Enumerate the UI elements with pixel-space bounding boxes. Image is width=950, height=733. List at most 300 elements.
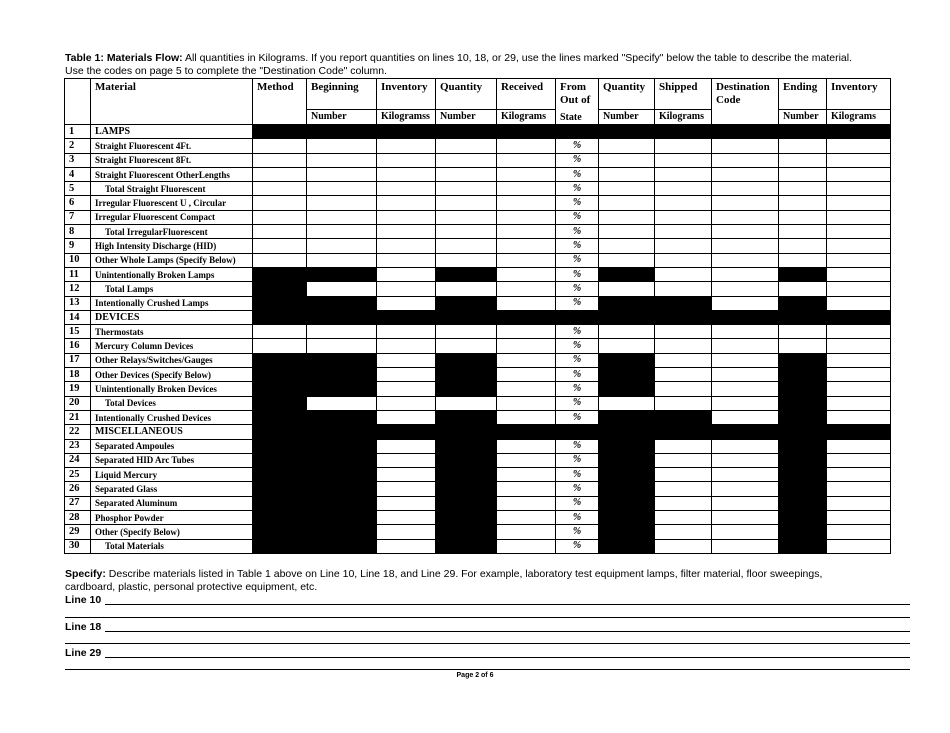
entry-cell[interactable] xyxy=(779,325,827,339)
entry-cell[interactable] xyxy=(599,225,655,239)
entry-cell[interactable] xyxy=(377,339,436,353)
entry-cell[interactable] xyxy=(497,368,556,382)
entry-cell[interactable] xyxy=(827,539,891,553)
shaded-cell xyxy=(599,482,655,496)
entry-cell[interactable] xyxy=(497,325,556,339)
entry-cell[interactable] xyxy=(712,353,779,367)
entry-cell[interactable] xyxy=(655,139,712,153)
state-percent-cell[interactable]: % xyxy=(556,539,599,553)
entry-cell[interactable] xyxy=(712,153,779,167)
entry-cell[interactable] xyxy=(779,253,827,267)
entry-cell[interactable] xyxy=(712,225,779,239)
state-percent-cell[interactable]: % xyxy=(556,496,599,510)
entry-cell[interactable] xyxy=(436,196,497,210)
entry-cell[interactable] xyxy=(827,153,891,167)
entry-cell[interactable] xyxy=(307,253,377,267)
state-percent-cell[interactable]: % xyxy=(556,439,599,453)
entry-cell[interactable] xyxy=(497,525,556,539)
entry-cell[interactable] xyxy=(712,396,779,410)
entry-cell[interactable] xyxy=(779,139,827,153)
table-row xyxy=(65,325,891,339)
table-row xyxy=(65,539,891,553)
state-percent-cell[interactable]: % xyxy=(556,368,599,382)
entry-cell[interactable] xyxy=(712,239,779,253)
shaded-cell xyxy=(599,525,655,539)
table-row xyxy=(65,282,891,296)
entry-cell[interactable] xyxy=(253,253,307,267)
shaded-cell xyxy=(253,453,307,467)
entry-cell[interactable] xyxy=(655,182,712,196)
entry-cell[interactable] xyxy=(377,282,436,296)
entry-cell[interactable] xyxy=(377,439,436,453)
entry-cell[interactable] xyxy=(377,482,436,496)
entry-cell[interactable] xyxy=(599,210,655,224)
entry-cell[interactable] xyxy=(497,468,556,482)
entry-cell[interactable] xyxy=(497,210,556,224)
entry-cell[interactable] xyxy=(497,139,556,153)
entry-cell[interactable] xyxy=(655,453,712,467)
subheader-method xyxy=(253,110,307,125)
entry-cell[interactable] xyxy=(497,167,556,181)
state-percent-cell[interactable]: % xyxy=(556,282,599,296)
shaded-cell xyxy=(307,539,377,553)
state-percent-cell[interactable]: % xyxy=(556,382,599,396)
entry-cell[interactable] xyxy=(377,225,436,239)
entry-cell[interactable] xyxy=(712,182,779,196)
entry-cell[interactable] xyxy=(307,239,377,253)
entry-cell[interactable] xyxy=(599,196,655,210)
entry-cell[interactable] xyxy=(655,339,712,353)
entry-cell[interactable] xyxy=(307,139,377,153)
entry-cell[interactable] xyxy=(307,210,377,224)
shaded-cell xyxy=(779,482,827,496)
subheader-beginning-number: Number xyxy=(307,110,377,125)
entry-cell[interactable] xyxy=(655,167,712,181)
row-number: 24 xyxy=(65,453,91,467)
entry-cell[interactable] xyxy=(779,339,827,353)
entry-cell[interactable] xyxy=(599,396,655,410)
line-10-continuation-rule xyxy=(65,617,910,618)
entry-cell[interactable] xyxy=(655,511,712,525)
entry-cell[interactable] xyxy=(655,353,712,367)
entry-cell[interactable] xyxy=(497,296,556,310)
entry-cell[interactable] xyxy=(827,210,891,224)
entry-cell[interactable] xyxy=(712,453,779,467)
entry-cell[interactable] xyxy=(779,196,827,210)
entry-cell[interactable] xyxy=(377,239,436,253)
entry-cell[interactable] xyxy=(307,196,377,210)
entry-cell[interactable] xyxy=(712,196,779,210)
entry-cell[interactable] xyxy=(827,439,891,453)
entry-cell[interactable] xyxy=(436,282,497,296)
entry-cell[interactable] xyxy=(599,253,655,267)
entry-cell[interactable] xyxy=(712,368,779,382)
header-beginning: Beginning xyxy=(307,79,377,110)
entry-cell[interactable] xyxy=(253,239,307,253)
entry-cell[interactable] xyxy=(377,410,436,424)
entry-cell[interactable] xyxy=(655,253,712,267)
entry-cell[interactable] xyxy=(436,225,497,239)
entry-cell[interactable] xyxy=(497,439,556,453)
shaded-cell xyxy=(599,353,655,367)
shaded-cell xyxy=(779,539,827,553)
state-percent-cell[interactable]: % xyxy=(556,525,599,539)
entry-cell[interactable] xyxy=(655,196,712,210)
header-shipped: Shipped xyxy=(655,79,712,110)
entry-cell[interactable] xyxy=(779,225,827,239)
entry-cell[interactable] xyxy=(497,382,556,396)
state-percent-cell[interactable]: % xyxy=(556,396,599,410)
entry-cell[interactable] xyxy=(655,325,712,339)
entry-cell[interactable] xyxy=(497,239,556,253)
entry-cell[interactable] xyxy=(377,525,436,539)
subheader-ending-kilograms: Kilograms xyxy=(827,110,891,125)
subheader-received-number: Number xyxy=(436,110,497,125)
entry-cell[interactable] xyxy=(827,396,891,410)
entry-cell[interactable] xyxy=(497,282,556,296)
material-label: Phosphor Powder xyxy=(91,511,253,525)
entry-cell[interactable] xyxy=(827,167,891,181)
row-number: 30 xyxy=(65,539,91,553)
entry-cell[interactable] xyxy=(712,253,779,267)
caption-title: Table 1: Materials Flow: xyxy=(65,52,183,64)
entry-cell[interactable] xyxy=(497,539,556,553)
entry-cell[interactable] xyxy=(599,167,655,181)
specify-line-18[interactable] xyxy=(65,619,910,633)
entry-cell[interactable] xyxy=(377,139,436,153)
entry-cell[interactable] xyxy=(253,153,307,167)
entry-cell[interactable] xyxy=(436,396,497,410)
entry-cell[interactable] xyxy=(436,139,497,153)
entry-cell[interactable] xyxy=(712,410,779,424)
entry-cell[interactable] xyxy=(599,282,655,296)
entry-cell[interactable] xyxy=(779,167,827,181)
entry-cell[interactable] xyxy=(655,482,712,496)
entry-cell[interactable] xyxy=(497,182,556,196)
entry-cell[interactable] xyxy=(377,353,436,367)
entry-cell[interactable] xyxy=(436,153,497,167)
material-label: Other Devices (Specify Below) xyxy=(91,368,253,382)
entry-cell[interactable] xyxy=(436,210,497,224)
state-percent-cell[interactable]: % xyxy=(556,468,599,482)
entry-cell[interactable] xyxy=(307,396,377,410)
entry-cell[interactable] xyxy=(377,468,436,482)
entry-cell[interactable] xyxy=(436,167,497,181)
state-percent-cell[interactable]: % xyxy=(556,139,599,153)
entry-cell[interactable] xyxy=(712,439,779,453)
table-row xyxy=(65,525,891,539)
entry-cell[interactable] xyxy=(377,182,436,196)
shaded-cell xyxy=(253,368,307,382)
entry-cell[interactable] xyxy=(827,325,891,339)
entry-cell[interactable] xyxy=(253,182,307,196)
material-label: Unintentionally Broken Lamps xyxy=(91,267,253,281)
entry-cell[interactable] xyxy=(712,296,779,310)
entry-cell[interactable] xyxy=(497,196,556,210)
entry-cell[interactable] xyxy=(307,339,377,353)
entry-cell[interactable] xyxy=(436,182,497,196)
section-heading: MISCELLANEOUS xyxy=(91,425,253,439)
entry-cell[interactable] xyxy=(655,468,712,482)
entry-cell[interactable] xyxy=(655,439,712,453)
state-percent-cell[interactable]: % xyxy=(556,196,599,210)
entry-cell[interactable] xyxy=(712,539,779,553)
entry-cell[interactable] xyxy=(253,196,307,210)
entry-cell[interactable] xyxy=(655,396,712,410)
entry-cell[interactable] xyxy=(497,353,556,367)
state-percent-cell[interactable]: % xyxy=(556,325,599,339)
shaded-cell xyxy=(779,296,827,310)
entry-cell[interactable] xyxy=(827,368,891,382)
entry-cell[interactable] xyxy=(307,167,377,181)
entry-cell[interactable] xyxy=(655,368,712,382)
shaded-cell xyxy=(599,296,655,310)
entry-cell[interactable] xyxy=(779,282,827,296)
entry-cell[interactable] xyxy=(655,153,712,167)
material-label: Straight Fluorescent 4Ft. xyxy=(91,139,253,153)
line-29-field[interactable] xyxy=(105,657,910,658)
entry-cell[interactable] xyxy=(827,353,891,367)
entry-cell[interactable] xyxy=(712,496,779,510)
header-ending-inventory: Inventory xyxy=(827,79,891,110)
row-number: 9 xyxy=(65,239,91,253)
entry-cell[interactable] xyxy=(827,282,891,296)
table-row xyxy=(65,511,891,525)
header-row xyxy=(65,79,891,110)
shaded-cell xyxy=(599,382,655,396)
entry-cell[interactable] xyxy=(497,267,556,281)
shaded-cell xyxy=(779,468,827,482)
entry-cell[interactable] xyxy=(655,210,712,224)
entry-cell[interactable] xyxy=(712,325,779,339)
entry-cell[interactable] xyxy=(377,253,436,267)
entry-cell[interactable] xyxy=(377,153,436,167)
material-label: High Intensity Discharge (HID) xyxy=(91,239,253,253)
entry-cell[interactable] xyxy=(253,339,307,353)
entry-cell[interactable] xyxy=(377,196,436,210)
shaded-cell xyxy=(599,368,655,382)
entry-cell[interactable] xyxy=(712,139,779,153)
entry-cell[interactable] xyxy=(253,325,307,339)
shaded-cell xyxy=(253,439,307,453)
entry-cell[interactable] xyxy=(307,225,377,239)
state-percent-cell[interactable]: % xyxy=(556,225,599,239)
state-percent-cell[interactable]: % xyxy=(556,353,599,367)
entry-cell[interactable] xyxy=(436,325,497,339)
state-percent-cell[interactable]: % xyxy=(556,153,599,167)
entry-cell[interactable] xyxy=(712,210,779,224)
entry-cell[interactable] xyxy=(712,511,779,525)
entry-cell[interactable] xyxy=(655,267,712,281)
subheader-state: State xyxy=(556,110,599,125)
line-18-label: Line 18 xyxy=(65,621,102,633)
shaded-cell xyxy=(253,267,307,281)
entry-cell[interactable] xyxy=(827,453,891,467)
material-label: Separated Ampoules xyxy=(91,439,253,453)
specify-line-10[interactable] xyxy=(65,592,910,606)
entry-cell[interactable] xyxy=(655,225,712,239)
table-row xyxy=(65,468,891,482)
entry-cell[interactable] xyxy=(779,210,827,224)
state-percent-cell[interactable]: % xyxy=(556,339,599,353)
entry-cell[interactable] xyxy=(827,182,891,196)
entry-cell[interactable] xyxy=(827,253,891,267)
entry-cell[interactable] xyxy=(497,339,556,353)
entry-cell[interactable] xyxy=(827,482,891,496)
entry-cell[interactable] xyxy=(827,239,891,253)
row-number: 6 xyxy=(65,196,91,210)
row-number: 18 xyxy=(65,368,91,382)
entry-cell[interactable] xyxy=(779,239,827,253)
row-number: 27 xyxy=(65,496,91,510)
entry-cell[interactable] xyxy=(497,482,556,496)
state-percent-cell[interactable]: % xyxy=(556,167,599,181)
entry-cell[interactable] xyxy=(497,453,556,467)
entry-cell[interactable] xyxy=(655,382,712,396)
entry-cell[interactable] xyxy=(377,511,436,525)
line-18-field[interactable] xyxy=(105,631,910,632)
header-quantity-shipped: Quantity xyxy=(599,79,655,110)
entry-cell[interactable] xyxy=(655,239,712,253)
material-label: Separated Aluminum xyxy=(91,496,253,510)
entry-cell[interactable] xyxy=(497,396,556,410)
shaded-cell xyxy=(599,496,655,510)
state-percent-cell[interactable]: % xyxy=(556,253,599,267)
state-percent-cell[interactable]: % xyxy=(556,410,599,424)
entry-cell[interactable] xyxy=(712,339,779,353)
entry-cell[interactable] xyxy=(827,511,891,525)
subheader-blank xyxy=(65,110,91,125)
entry-cell[interactable] xyxy=(377,453,436,467)
entry-cell[interactable] xyxy=(827,267,891,281)
line-10-field[interactable] xyxy=(105,604,910,605)
entry-cell[interactable] xyxy=(655,496,712,510)
entry-cell[interactable] xyxy=(712,482,779,496)
row-number: 4 xyxy=(65,167,91,181)
state-percent-cell[interactable]: % xyxy=(556,182,599,196)
table-row xyxy=(65,382,891,396)
shaded-cell xyxy=(307,496,377,510)
entry-cell[interactable] xyxy=(377,267,436,281)
entry-cell[interactable] xyxy=(655,282,712,296)
shaded-cell xyxy=(307,353,377,367)
entry-cell[interactable] xyxy=(253,210,307,224)
entry-cell[interactable] xyxy=(377,382,436,396)
entry-cell[interactable] xyxy=(497,410,556,424)
entry-cell[interactable] xyxy=(827,225,891,239)
specify-text: Describe materials listed in Table 1 above on Line 10, Line 18, and Line 29. For example, laboratory test equipment lamps, filter material, floor sweepings, cardboard, plastic, personal protective equipment, etc. xyxy=(65,568,823,593)
material-label: Straight Fluorescent 8Ft. xyxy=(91,153,253,167)
entry-cell[interactable] xyxy=(307,153,377,167)
entry-cell[interactable] xyxy=(827,525,891,539)
subheader-destination-code xyxy=(712,110,779,125)
entry-cell[interactable] xyxy=(497,511,556,525)
table-caption xyxy=(65,52,865,78)
subheader-shipped-number: Number xyxy=(599,110,655,125)
entry-cell[interactable] xyxy=(712,382,779,396)
entry-cell[interactable] xyxy=(377,539,436,553)
shaded-cell xyxy=(436,353,497,367)
entry-cell[interactable] xyxy=(377,396,436,410)
entry-cell[interactable] xyxy=(377,210,436,224)
entry-cell[interactable] xyxy=(253,167,307,181)
shaded-cell xyxy=(436,439,497,453)
entry-cell[interactable] xyxy=(497,153,556,167)
entry-cell[interactable] xyxy=(712,267,779,281)
entry-cell[interactable] xyxy=(599,153,655,167)
entry-cell[interactable] xyxy=(827,410,891,424)
entry-cell[interactable] xyxy=(377,496,436,510)
entry-cell[interactable] xyxy=(827,196,891,210)
shaded-cell xyxy=(599,453,655,467)
state-percent-cell[interactable]: % xyxy=(556,239,599,253)
entry-cell[interactable] xyxy=(712,525,779,539)
entry-cell[interactable] xyxy=(436,253,497,267)
entry-cell[interactable] xyxy=(599,339,655,353)
state-percent-cell[interactable]: % xyxy=(556,267,599,281)
entry-cell[interactable] xyxy=(377,368,436,382)
entry-cell[interactable] xyxy=(712,468,779,482)
shaded-cell xyxy=(779,396,827,410)
entry-cell[interactable] xyxy=(779,182,827,196)
shaded-cell xyxy=(599,468,655,482)
entry-cell[interactable] xyxy=(827,382,891,396)
subheader-received-kilograms: Kilograms xyxy=(497,110,556,125)
entry-cell[interactable] xyxy=(253,225,307,239)
entry-cell[interactable] xyxy=(655,539,712,553)
table-row xyxy=(65,368,891,382)
shaded-cell xyxy=(599,267,655,281)
entry-cell[interactable] xyxy=(307,325,377,339)
entry-cell[interactable] xyxy=(253,139,307,153)
entry-cell[interactable] xyxy=(599,139,655,153)
state-percent-cell[interactable]: % xyxy=(556,210,599,224)
entry-cell[interactable] xyxy=(827,296,891,310)
specify-line-29[interactable] xyxy=(65,645,910,659)
state-percent-cell[interactable]: % xyxy=(556,453,599,467)
entry-cell[interactable] xyxy=(599,239,655,253)
entry-cell[interactable] xyxy=(307,182,377,196)
state-percent-cell[interactable]: % xyxy=(556,482,599,496)
entry-cell[interactable] xyxy=(712,282,779,296)
material-label: Total Straight Fluorescent xyxy=(91,182,253,196)
entry-cell[interactable] xyxy=(377,325,436,339)
entry-cell[interactable] xyxy=(655,525,712,539)
entry-cell[interactable] xyxy=(436,339,497,353)
entry-cell[interactable] xyxy=(827,496,891,510)
entry-cell[interactable] xyxy=(377,167,436,181)
state-percent-cell[interactable]: % xyxy=(556,296,599,310)
entry-cell[interactable] xyxy=(712,167,779,181)
table-row xyxy=(65,496,891,510)
entry-cell[interactable] xyxy=(497,253,556,267)
entry-cell[interactable] xyxy=(497,225,556,239)
entry-cell[interactable] xyxy=(827,139,891,153)
entry-cell[interactable] xyxy=(599,182,655,196)
state-percent-cell[interactable]: % xyxy=(556,511,599,525)
entry-cell[interactable] xyxy=(497,496,556,510)
entry-cell[interactable] xyxy=(779,153,827,167)
entry-cell[interactable] xyxy=(827,468,891,482)
shaded-cell xyxy=(307,382,377,396)
entry-cell[interactable] xyxy=(827,339,891,353)
shaded-cell xyxy=(599,439,655,453)
entry-cell[interactable] xyxy=(307,282,377,296)
entry-cell[interactable] xyxy=(436,239,497,253)
entry-cell[interactable] xyxy=(377,296,436,310)
material-label: Total Lamps xyxy=(91,282,253,296)
entry-cell[interactable] xyxy=(599,325,655,339)
